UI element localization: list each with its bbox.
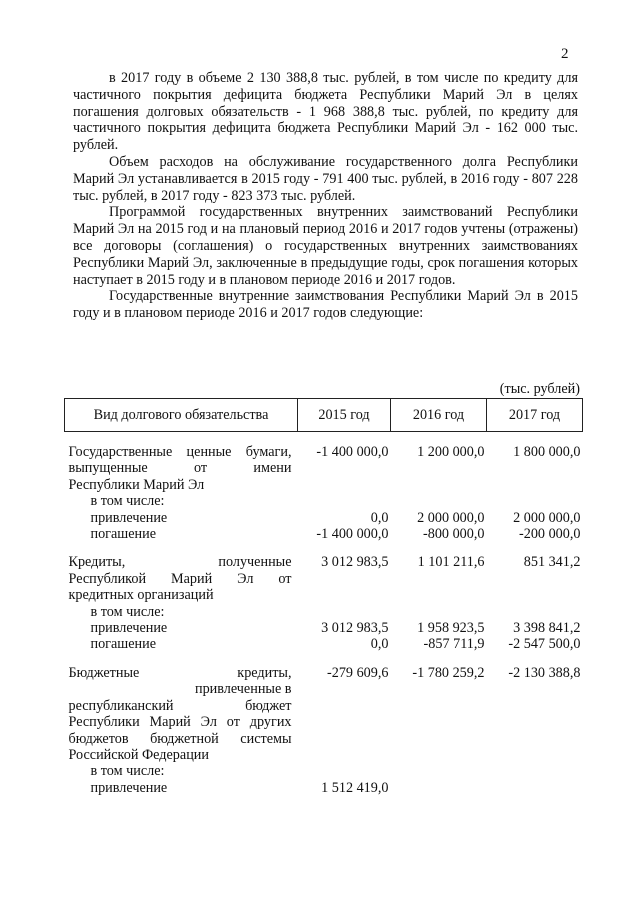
col-header-type: Вид долгового обязательства bbox=[65, 399, 298, 432]
value-2017: -200 000,0 bbox=[519, 526, 581, 543]
row-label: Бюджетные кредиты, привлеченные в республиканский бюджет Республики Марий Эл от других бюджетов бюджетной системы Российской Федерации в том числе: bbox=[68, 664, 292, 780]
value-2015: 0,0 bbox=[370, 636, 389, 653]
value-2015: -1 400 000,0 bbox=[316, 444, 389, 460]
table-row bbox=[65, 554, 583, 620]
table-header-row bbox=[65, 399, 583, 432]
value-2017: 2 000 000,0 bbox=[513, 509, 581, 526]
value-2015: 3 012 983,5 bbox=[321, 554, 389, 571]
row-label: Кредиты, полученные Республикой Марий Эл от кредитных организаций в том числе: bbox=[68, 554, 292, 620]
row-label: Государственные ценные бумаги, выпущенные от имени Республики Марий Эл в том числе: bbox=[68, 444, 292, 510]
value-2017: -2 130 388,8 bbox=[508, 664, 581, 681]
value-2016: -857 711,9 bbox=[423, 636, 485, 653]
value-2016: 1 200 000,0 bbox=[417, 444, 485, 460]
table-row bbox=[65, 780, 583, 796]
value-2016: 1 958 923,5 bbox=[417, 620, 485, 637]
page-number: 2 bbox=[561, 46, 569, 62]
row-label: погашение bbox=[90, 636, 157, 653]
value-2016: 2 000 000,0 bbox=[417, 509, 485, 526]
value-2016: -800 000,0 bbox=[423, 526, 485, 543]
paragraph: в 2017 году в объеме 2 130 388,8 тыс. рублей, в том числе по кредиту для частичного покрытия дефицита бюджета Республики Марий Эл в целях погашения долговых обязательств - 1 968 388,8 тыс. рублей, по кредиту для частичного покрытия дефицита бюджета Республики Марий Эл - 162 000 тыс. рублей. bbox=[73, 70, 578, 154]
table-row bbox=[65, 620, 583, 636]
borrowings-table bbox=[64, 398, 583, 796]
value-2015: 0,0 bbox=[370, 509, 389, 526]
value-2015: -279 609,6 bbox=[327, 664, 389, 681]
value-2017: 1 800 000,0 bbox=[513, 444, 581, 460]
table-row bbox=[65, 444, 583, 510]
table-row bbox=[65, 636, 583, 652]
table-row bbox=[65, 526, 583, 542]
col-header-2016: 2016 год bbox=[391, 399, 487, 432]
row-label: привлечение bbox=[90, 620, 168, 637]
body-text bbox=[73, 70, 578, 322]
col-header-2017: 2017 год bbox=[487, 399, 583, 432]
value-2017 bbox=[487, 780, 583, 796]
value-2017: 3 398 841,2 bbox=[513, 620, 581, 637]
row-label: привлечение bbox=[90, 779, 168, 796]
value-2015: -1 400 000,0 bbox=[316, 526, 389, 543]
col-header-2015: 2015 год bbox=[298, 399, 391, 432]
value-2016: -1 780 259,2 bbox=[412, 664, 485, 681]
value-2017: 851 341,2 bbox=[523, 554, 581, 571]
value-2015: 3 012 983,5 bbox=[321, 620, 389, 637]
value-2015: 1 512 419,0 bbox=[321, 779, 389, 796]
value-2016 bbox=[391, 780, 487, 796]
table-row bbox=[65, 665, 583, 780]
value-2017: -2 547 500,0 bbox=[508, 636, 581, 653]
row-label: привлечение bbox=[90, 509, 168, 526]
paragraph: Государственные внутренние заимствования Республики Марий Эл в 2015 году и в плановом периоде 2016 и 2017 годов следующие: bbox=[73, 288, 578, 322]
units-label: (тыс. рублей) bbox=[499, 381, 580, 397]
value-2016: 1 101 211,6 bbox=[417, 554, 485, 571]
paragraph: Программой государственных внутренних заимствований Республики Марий Эл на 2015 год и на плановый период 2016 и 2017 годов учтены (отражены) все договоры (соглашения) о государственных внутренних заимствованиях Республики Марий Эл, заключенные в предыдущие годы, срок погашения которых наступает в 2015 году и в плановом периоде 2016 и 2017 годов. bbox=[73, 204, 578, 288]
row-label: погашение bbox=[90, 526, 157, 543]
paragraph: Объем расходов на обслуживание государственного долга Республики Марий Эл устанавливается в 2015 году - 791 400 тыс. рублей, в 2016 году - 807 228 тыс. рублей, в 2017 году - 823 373 тыс. рублей. bbox=[73, 153, 578, 204]
table-row bbox=[65, 510, 583, 526]
